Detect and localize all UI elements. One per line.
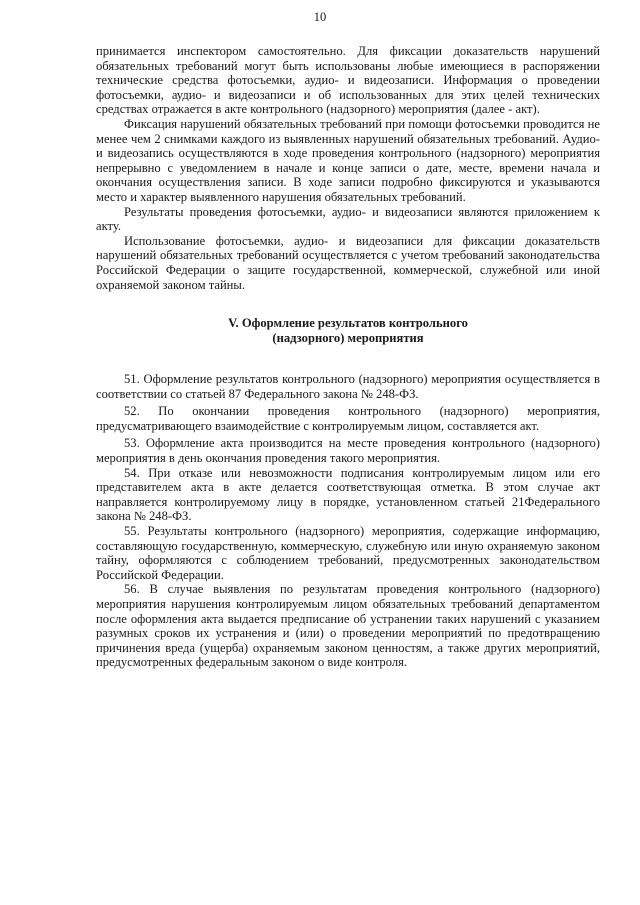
section-heading: [96, 316, 600, 346]
section-heading-line-2: (надзорного) мероприятия: [272, 331, 424, 346]
paragraph-item-56: 56. В случае выявления по результатам проведения контрольного (надзорного) мероприятия нарушения контролируемым лицом обязательных требований департаментом после оформления акта выдается предписание об устранении таких нарушений с указанием разумных сроков их устранения и (или) о проведении мероприятий по предотвращению причинения вреда (ущерба) охраняемым законом ценностям, а также других мероприятий, предусмотренных федеральным законом о виде контроля.: [96, 582, 600, 670]
paragraph-continuation: принимается инспектором самостоятельно. Для фиксации доказательств нарушений обязательных требований могут быть использованы любые имеющиеся в распоряжении технические средства фотосъемки, аудио- и видеозаписи. Информация о проведении фотосъемки, аудио- и видеозаписи и об использованных для этих целей технических средствах отражается в акте контрольного (надзорного) мероприятия (далее - акт).: [96, 44, 600, 117]
section-heading-line-1: V. Оформление результатов контрольного: [228, 316, 468, 331]
paragraph-results-attachment: Результаты проведения фотосъемки, аудио- и видеозаписи являются приложением к акту.: [96, 204, 600, 234]
paragraph-item-53: 53. Оформление акта производится на месте проведения контрольного (надзорного) мероприятия в день окончания проведения такого мероприятия.: [96, 436, 600, 466]
paragraph-item-51: 51. Оформление результатов контрольного (надзорного) мероприятия осуществляется в соответствии со статьей 87 Федерального закона № 248-ФЗ.: [96, 372, 600, 401]
page-number: 10: [313, 10, 327, 24]
paragraph-item-54: 54. При отказе или невозможности подписания контролируемым лицом или его представителем акта в акте делается соответствующая отметка. В этом случае акт направляется контролируемому лицу в порядке, установленном статьей 21Федерального закона № 248-ФЗ.: [96, 465, 600, 524]
paragraph-secrecy-requirements: Использование фотосъемки, аудио- и видеозаписи для фиксации доказательств нарушений обязательных требований осуществляется с учетом требований законодательства Российской Федерации о защите государственной, коммерческой, служебной или иной охраняемой законом тайны.: [96, 233, 600, 292]
paragraph-photo-fixation: Фиксация нарушений обязательных требований при помощи фотосъемки проводится не менее чем 2 снимками каждого из выявленных нарушений обязательных требований. Аудио- и видеозапись осуществляются в ходе проведения контрольного (надзорного) мероприятия непрерывно с уведомлением в начале и конце записи о дате, месте, времени начала и окончания осуществления записи. В ходе записи подробно фиксируются и указываются место и характер выявленного нарушения обязательных требований.: [96, 116, 600, 204]
document-body: [96, 44, 600, 670]
paragraph-item-52: 52. По окончании проведения контрольного (надзорного) мероприятия, предусматривающего взаимодействие с контролируемым лицом, составляется акт.: [96, 404, 600, 433]
paragraph-item-55: 55. Результаты контрольного (надзорного) мероприятия, содержащие информацию, составляющую государственную, коммерческую, служебную или иную охраняемую законом тайну, оформляются с соблюдением требований, предусмотренных законодательством Российской Федерации.: [96, 524, 600, 582]
